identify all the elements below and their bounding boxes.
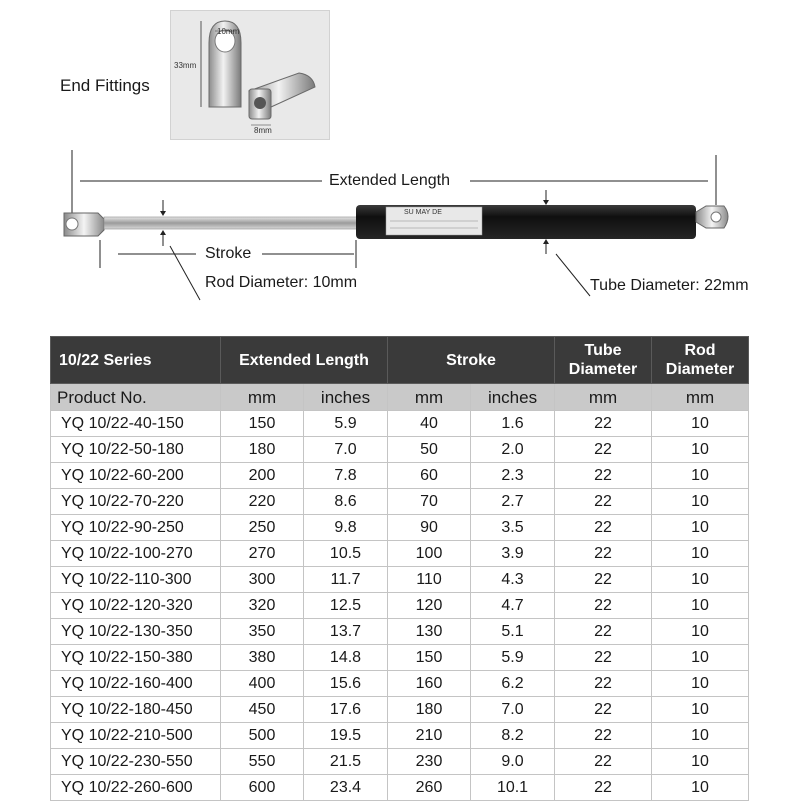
rod-diameter-cell: 10	[652, 749, 749, 775]
extended-length-inches-cell: 7.8	[304, 463, 388, 489]
product-number-cell: YQ 10/22-160-400	[51, 671, 221, 697]
extended-length-inches-cell: 11.7	[304, 567, 388, 593]
extended-length-mm-cell: 180	[221, 437, 304, 463]
rod-diameter-cell: 10	[652, 489, 749, 515]
product-number-cell: YQ 10/22-150-380	[51, 645, 221, 671]
end-fittings-label: End Fittings	[60, 76, 150, 95]
unit-header: mm	[388, 384, 471, 411]
rod-diameter-cell: 10	[652, 775, 749, 801]
extended-length-inches-cell: 14.8	[304, 645, 388, 671]
stroke-mm-cell: 160	[388, 671, 471, 697]
tube-print: SU MAY DE	[404, 209, 442, 216]
rod-diameter-cell: 10	[652, 671, 749, 697]
tube-diameter-cell: 22	[555, 489, 652, 515]
table-row	[51, 749, 749, 775]
rod-diameter-cell: 10	[652, 567, 749, 593]
tube-diameter-cell: 22	[555, 697, 652, 723]
extended-length-header: Extended Length	[221, 337, 388, 384]
table-row	[51, 437, 749, 463]
stroke-mm-cell: 70	[388, 489, 471, 515]
product-number-cell: YQ 10/22-180-450	[51, 697, 221, 723]
extended-length-inches-cell: 13.7	[304, 619, 388, 645]
width-dimension: 8mm	[254, 126, 272, 135]
rod-diameter-cell: 10	[652, 593, 749, 619]
tube-diameter-cell: 22	[555, 645, 652, 671]
stroke-inches-cell: 6.2	[471, 671, 555, 697]
extended-length-mm-cell: 300	[221, 567, 304, 593]
tube-diameter-cell: 22	[555, 541, 652, 567]
hole-dimension: 10mm	[217, 27, 240, 36]
stroke-mm-cell: 120	[388, 593, 471, 619]
product-number-cell: YQ 10/22-120-320	[51, 593, 221, 619]
extended-length-mm-cell: 220	[221, 489, 304, 515]
extended-length-mm-cell: 250	[221, 515, 304, 541]
header-row-groups	[51, 337, 749, 384]
tube-diameter-cell: 22	[555, 671, 652, 697]
height-dimension: 33mm	[174, 61, 197, 70]
stroke-inches-cell: 2.3	[471, 463, 555, 489]
stroke-mm-cell: 110	[388, 567, 471, 593]
extended-length-inches-cell: 8.6	[304, 489, 388, 515]
extended-length-mm-cell: 550	[221, 749, 304, 775]
rod-diameter-cell: 10	[652, 645, 749, 671]
stroke-header: Stroke	[388, 337, 555, 384]
tube-diameter-cell: 22	[555, 567, 652, 593]
rod-diameter-cell: 10	[652, 411, 749, 437]
rod-diameter-cell: 10	[652, 619, 749, 645]
extended-length-mm-cell: 400	[221, 671, 304, 697]
tube-diameter-cell: 22	[555, 749, 652, 775]
product-number-cell: YQ 10/22-130-350	[51, 619, 221, 645]
rod-diameter-cell: 10	[652, 723, 749, 749]
extended-length-mm-cell: 150	[221, 411, 304, 437]
gas-spring-diagram	[0, 0, 800, 320]
stroke-inches-cell: 4.7	[471, 593, 555, 619]
stroke-inches-cell: 9.0	[471, 749, 555, 775]
header-row-units	[51, 384, 749, 411]
table-row	[51, 463, 749, 489]
extended-length-mm-cell: 320	[221, 593, 304, 619]
table-row	[51, 671, 749, 697]
unit-header: mm	[221, 384, 304, 411]
rod-diameter-cell: 10	[652, 697, 749, 723]
stroke-inches-cell: 8.2	[471, 723, 555, 749]
rod-diameter-cell: 10	[652, 437, 749, 463]
unit-header: inches	[471, 384, 555, 411]
table-row	[51, 515, 749, 541]
stroke-mm-cell: 50	[388, 437, 471, 463]
tube-diameter-label: Tube Diameter: 22mm	[590, 277, 749, 294]
rod-diameter-cell: 10	[652, 463, 749, 489]
product-number-cell: YQ 10/22-110-300	[51, 567, 221, 593]
unit-header: mm	[652, 384, 749, 411]
product-number-cell: YQ 10/22-70-220	[51, 489, 221, 515]
stroke-mm-cell: 100	[388, 541, 471, 567]
tube-diameter-header	[555, 337, 652, 384]
stroke-inches-cell: 5.9	[471, 645, 555, 671]
extended-length-mm-cell: 380	[221, 645, 304, 671]
stroke-mm-cell: 210	[388, 723, 471, 749]
table-row	[51, 697, 749, 723]
stroke-mm-cell: 260	[388, 775, 471, 801]
extended-length-inches-cell: 5.9	[304, 411, 388, 437]
spec-table	[50, 336, 749, 801]
product-no-header: Product No.	[51, 384, 221, 411]
rod-diameter-cell: 10	[652, 541, 749, 567]
product-number-cell: YQ 10/22-60-200	[51, 463, 221, 489]
tube-diameter-cell: 22	[555, 775, 652, 801]
rod-diameter-header-line1: Rod	[684, 342, 716, 359]
stroke-inches-cell: 2.0	[471, 437, 555, 463]
table-row	[51, 593, 749, 619]
extended-length-mm-cell: 270	[221, 541, 304, 567]
rod-diameter-header	[652, 337, 749, 384]
table-row	[51, 411, 749, 437]
table-row	[51, 775, 749, 801]
table-row	[51, 723, 749, 749]
extended-length-mm-cell: 500	[221, 723, 304, 749]
table-row	[51, 489, 749, 515]
extended-length-mm-cell: 200	[221, 463, 304, 489]
extended-length-label: Extended Length	[329, 172, 450, 189]
stroke-mm-cell: 150	[388, 645, 471, 671]
stroke-mm-cell: 230	[388, 749, 471, 775]
tube-diameter-cell: 22	[555, 437, 652, 463]
product-number-cell: YQ 10/22-90-250	[51, 515, 221, 541]
tube-diameter-header-line1: Tube	[584, 342, 622, 359]
product-number-cell: YQ 10/22-40-150	[51, 411, 221, 437]
tube-diameter-cell: 22	[555, 411, 652, 437]
stroke-inches-cell: 1.6	[471, 411, 555, 437]
unit-header: mm	[555, 384, 652, 411]
extended-length-inches-cell: 21.5	[304, 749, 388, 775]
extended-length-inches-cell: 19.5	[304, 723, 388, 749]
unit-header: inches	[304, 384, 388, 411]
stroke-inches-cell: 7.0	[471, 697, 555, 723]
product-number-cell: YQ 10/22-260-600	[51, 775, 221, 801]
stroke-inches-cell: 10.1	[471, 775, 555, 801]
rod-diameter-header-line2: Diameter	[665, 361, 735, 378]
product-number-cell: YQ 10/22-230-550	[51, 749, 221, 775]
tube-diameter-cell: 22	[555, 619, 652, 645]
table-row	[51, 541, 749, 567]
extended-length-mm-cell: 600	[221, 775, 304, 801]
stroke-inches-cell: 5.1	[471, 619, 555, 645]
tube-diameter-cell: 22	[555, 515, 652, 541]
tube-diameter-cell: 22	[555, 723, 652, 749]
extended-length-inches-cell: 9.8	[304, 515, 388, 541]
stroke-inches-cell: 3.9	[471, 541, 555, 567]
extended-length-mm-cell: 450	[221, 697, 304, 723]
stroke-mm-cell: 40	[388, 411, 471, 437]
stroke-mm-cell: 60	[388, 463, 471, 489]
tube-diameter-cell: 22	[555, 463, 652, 489]
extended-length-inches-cell: 7.0	[304, 437, 388, 463]
extended-length-inches-cell: 15.6	[304, 671, 388, 697]
stroke-mm-cell: 130	[388, 619, 471, 645]
product-number-cell: YQ 10/22-50-180	[51, 437, 221, 463]
product-number-cell: YQ 10/22-210-500	[51, 723, 221, 749]
extended-length-mm-cell: 350	[221, 619, 304, 645]
extended-length-inches-cell: 23.4	[304, 775, 388, 801]
stroke-mm-cell: 180	[388, 697, 471, 723]
table-row	[51, 645, 749, 671]
rod-diameter-label: Rod Diameter: 10mm	[205, 274, 358, 291]
product-number-cell: YQ 10/22-100-270	[51, 541, 221, 567]
stroke-inches-cell: 3.5	[471, 515, 555, 541]
series-header: 10/22 Series	[51, 337, 221, 384]
stroke-inches-cell: 2.7	[471, 489, 555, 515]
extended-length-inches-cell: 12.5	[304, 593, 388, 619]
rod-diameter-cell: 10	[652, 515, 749, 541]
extended-length-inches-cell: 10.5	[304, 541, 388, 567]
table-row	[51, 619, 749, 645]
tube-diameter-header-line2: Diameter	[568, 361, 638, 378]
table-row	[51, 567, 749, 593]
stroke-inches-cell: 4.3	[471, 567, 555, 593]
extended-length-inches-cell: 17.6	[304, 697, 388, 723]
tube-diameter-cell: 22	[555, 593, 652, 619]
stroke-label: Stroke	[205, 245, 252, 262]
stroke-mm-cell: 90	[388, 515, 471, 541]
